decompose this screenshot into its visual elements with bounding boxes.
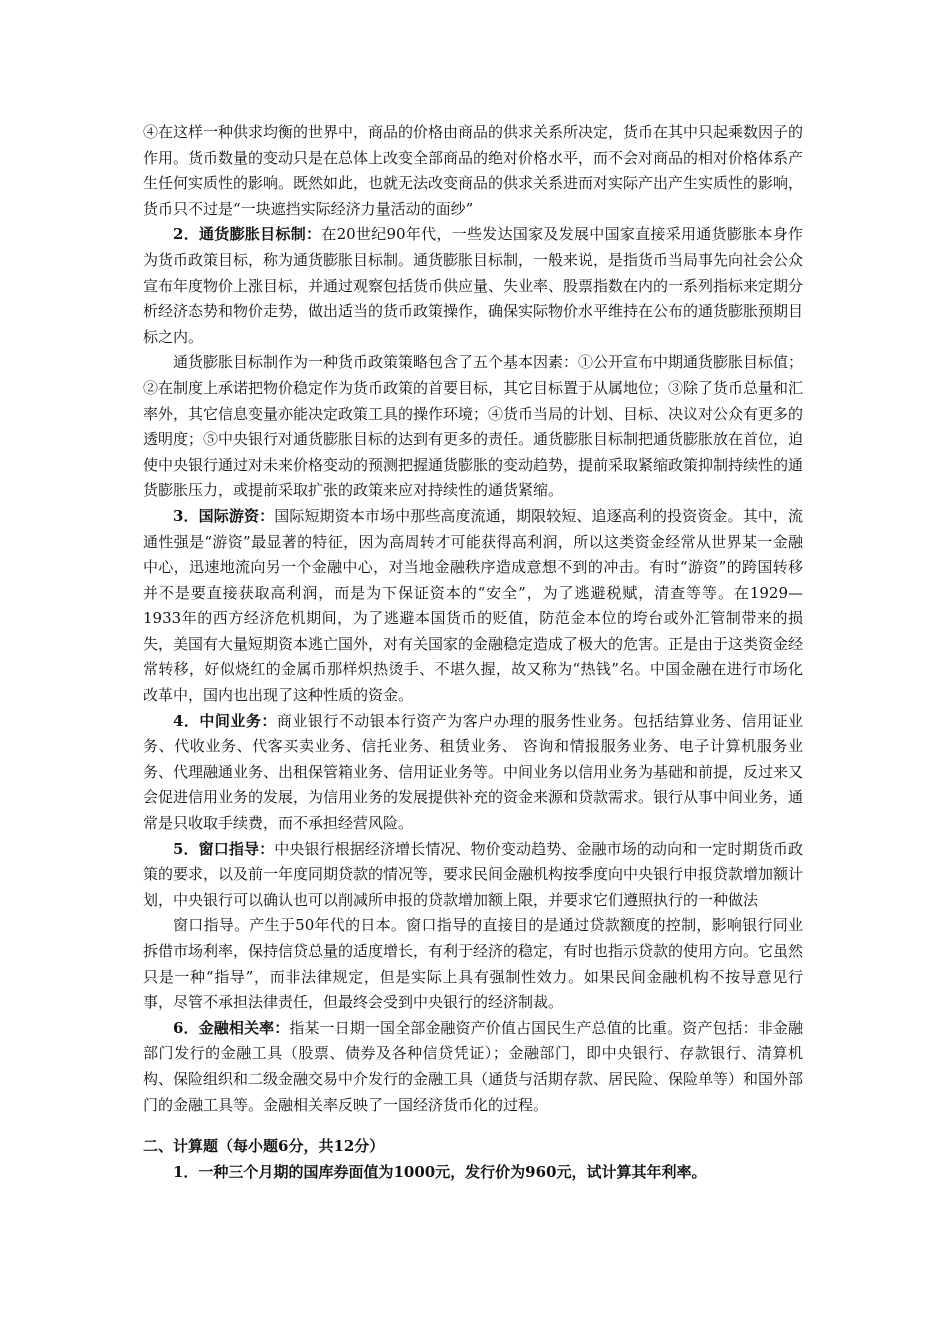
term-window-guidance: 5．窗口指导： [173,839,275,858]
definition-body: 商业银行不动银本行资产为客户办理的服务性业务。包括结算业务、信用证业务、代收业务、代客买卖业务、信托业务、租赁业务、 咨询和情报服务业务、电子计算机服务业务、代理融通业务、出租保管箱业务、信用证业务等。中间业务以信用业务为基础和前提，反过来又会促进信用业务的发展，为信用业务的发展提供补充的资金来源和贷款需求。银行从事中间业务，通常是只收取手续费，而不承担经营风险。 [143,711,804,833]
paragraph-neutral-money: ④在这样一种供求均衡的世界中，商品的价格由商品的供求关系所决定，货币在其中只起乘数因子的作用。货币数量的变动只是在总体上改变全部商品的绝对价格水平，而不会对商品的相对价格体系产生任何实质性的影响。既然如此，也就无法改变商品的供求关系进而对实际产出产生实质性的影响，货币只不过是“一块遮挡实际经济力量活动的面纱” [143,123,804,218]
term-hot-money: 3．国际游资： [173,506,275,525]
definition-body: 中央银行根据经济增长情况、物价变动趋势、金融市场的动向和一定时期货币政策的要求，以及前一年度同期贷款的情况等，要求民间金融机构按季度向中央银行申报贷款增加额计划，中央银行可以确认也可以削减所申报的贷款增加额上限，并要求它们遵照执行的一种做法 [143,839,804,909]
definition-hot-money [143,504,803,709]
calculation-question-1: 1．一种三个月期的国库券面值为1000元，发行价为960元，试计算其年利率。 [173,1162,707,1181]
document-body [143,120,803,1185]
section-heading-calculation: 二、计算题（每小题6分，共12分） [143,1137,385,1156]
definition-body: 指某一日期一国全部金融资产价值占国民生产总值的比重。资产包括：非金融部门发行的金融工具（股票、债券及各种信贷凭证）；金融部门，即中央银行、存款银行、清算机构、保险组织和二级金融交易中介发行的金融工具（通货与活期存款、居民险、保险单等）和国外部门的金融工具等。金融相关率反映了一国经济货币化的过程。 [143,1018,804,1114]
term-financial-interrelations-ratio: 6．金融相关率： [173,1018,290,1037]
term-intermediary-business: 4．中间业务： [173,711,277,730]
definition-window-guidance [143,837,803,914]
definition-body: 在20世纪90年代，一些发达国家及发展中国家直接采用通货膨胀本身作为货币政策目标，称为通货膨胀目标制。通货膨胀目标制，一般来说，是指货币当局事先向社会公众宣布年度物价上涨目标，并通过观察包括货币供应量、失业率、股票指数在内的一系列指标来定期分析经济态势和物价走势，做出适当的货币政策操作，确保实际物价水平维持在公布的通货膨胀预期目标之内。 [143,225,804,346]
definition-financial-interrelations-ratio [143,1016,803,1118]
definition-body: 国际短期资本市场中那些高度流通，期限较短、追逐高利的投资资金。其中，流通性强是“游资”最显著的特征，因为高周转才可能获得高利润，所以这类资金经常从世界某一金融中心，迅速地流向另一个金融中心，对当地金融秩序造成意想不到的冲击。有时“游资”的跨国转移并不是要直接获取高利润，而是为下保证资本的“安全”，为了逃避税赋，清查等等。在1929—1933年的西方经济危机期间，为了逃避本国货币的贬值，防范金本位的垮台或外汇管制带来的损失，美国有大量短期资本逃亡国外，对有关国家的金融稳定造成了极大的危害。正是由于这类资金经常转移，好似烧红的金属币那样炽热烫手、不堪久握，故又称为“热钱”名。中国金融在进行市场化改革中，国内也出现了这种性质的资金。 [143,506,804,705]
definition-inflation-targeting [143,222,803,350]
term-inflation-targeting: 2．通货膨胀目标制： [173,225,322,244]
paragraph-window-guidance-detail: 窗口指导。产生于50年代的日本。窗口指导的直接目的是通过贷款额度的控制，影响银行同业拆借市场利率，保持信贷总量的适度增长，有利于经济的稳定，有时也指示贷款的使用方向。它虽然只是一种“指导”，而非法律规定，但是实际上具有强制性效力。如果民间金融机构不按导意见行事，尽管不承担法律责任，但最终会受到中央银行的经济制裁。 [143,916,804,1012]
paragraph-inflation-targeting-elements: 通货膨胀目标制作为一种货币政策策略包含了五个基本因素：①公开宣布中期通货膨胀目标值；②在制度上承诺把物价稳定作为货币政策的首要目标，其它目标置于从属地位；③除了货币总量和汇率外，其它信息变量亦能决定政策工具的操作环境；④货币当局的计划、目标、决议对公众有更多的透明度；⑤中央银行对通货膨胀目标的达到有更多的责任。通货膨胀目标制把通货膨胀放在首位，迫使中央银行通过对未来价格变动的预测把握通货膨胀的变动趋势，提前采取紧缩政策抑制持续性的通货膨胀压力，或提前采取扩张的政策来应对持续性的通货紧缩。 [143,353,804,500]
definition-intermediary-business [143,709,803,837]
